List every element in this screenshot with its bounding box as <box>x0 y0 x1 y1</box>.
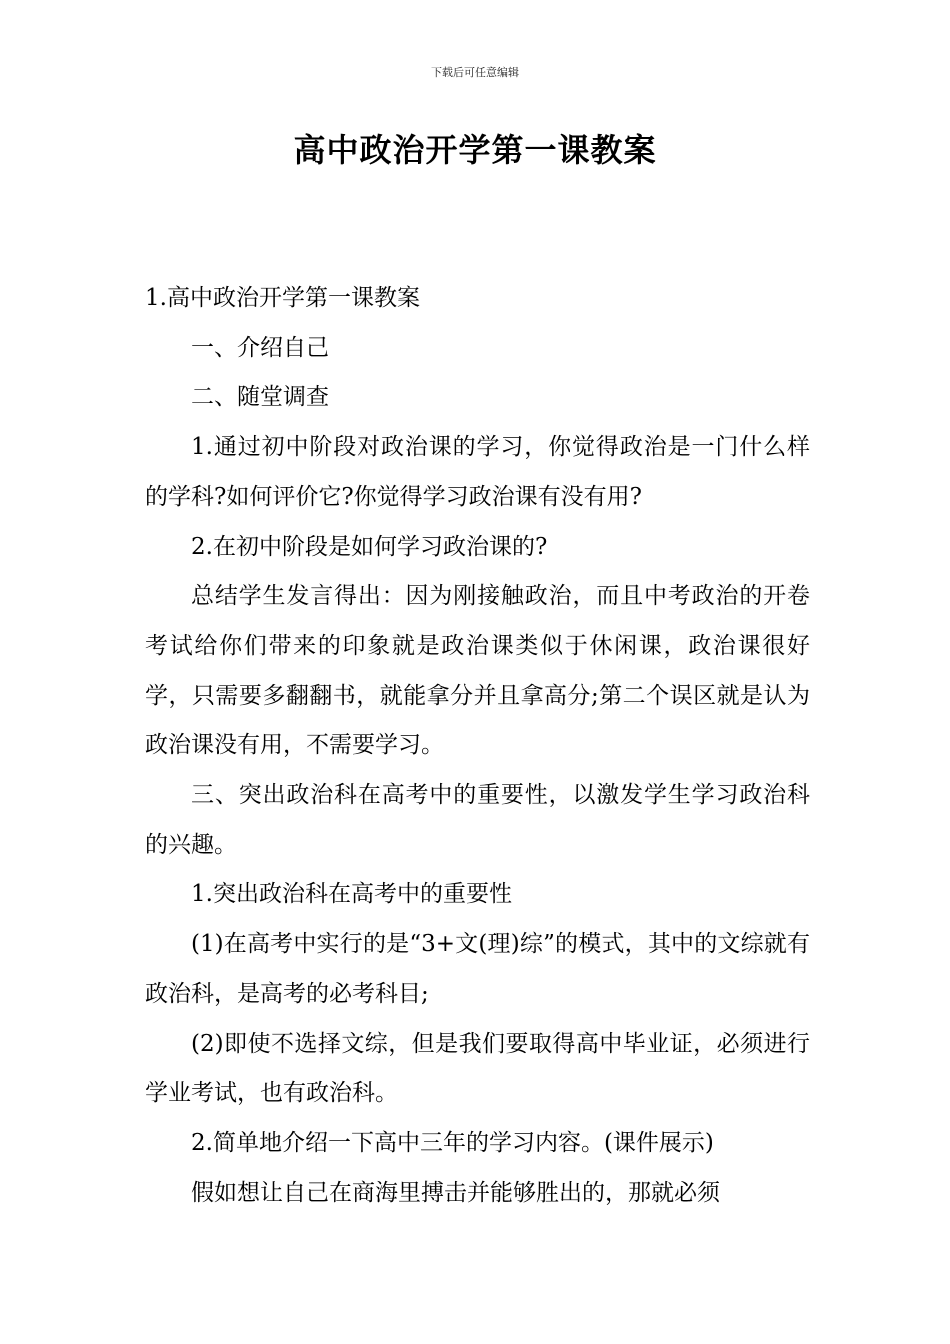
document-title: 高中政治开学第一课教案 <box>293 131 657 169</box>
paragraph: 1.突出政治科在高考中的重要性 <box>191 881 512 908</box>
paragraph: 二、随堂调查 <box>191 384 329 411</box>
paragraph: 1.通过初中阶段对政治课的学习，你觉得政治是一门什么样的学科?如何评价它?你觉得学习政治课有没有用? <box>145 434 810 510</box>
paragraph: (1)在高考中实行的是“3+文(理)综”的模式，其中的文综就有政治科，是高考的必考科目; <box>145 931 810 1007</box>
paragraph: 2.简单地介绍一下高中三年的学习内容。(课件展示) <box>191 1129 714 1156</box>
document-body <box>145 274 810 1218</box>
paragraph: 假如想让自己在商海里搏击并能够胜出的，那就必须 <box>191 1179 720 1206</box>
page-header-note: 下载后可任意编辑 <box>431 66 519 79</box>
paragraph: 总结学生发言得出：因为刚接触政治，而且中考政治的开卷考试给你们带来的印象就是政治课类似于休闲课，政治课很好学，只需要多翻翻书，就能拿分并且拿高分;第二个误区就是认为政治课没有用，不需要学习。 <box>145 583 810 759</box>
paragraph: 2.在初中阶段是如何学习政治课的? <box>191 533 548 560</box>
paragraph: (2)即使不选择文综，但是我们要取得高中毕业证，必须进行学业考试，也有政治科。 <box>145 1030 810 1107</box>
paragraph: 三、突出政治科在高考中的重要性，以激发学生学习政治科的兴趣。 <box>145 782 810 858</box>
paragraph: 1.高中政治开学第一课教案 <box>145 285 420 311</box>
paragraph: 一、介绍自己 <box>191 334 329 361</box>
